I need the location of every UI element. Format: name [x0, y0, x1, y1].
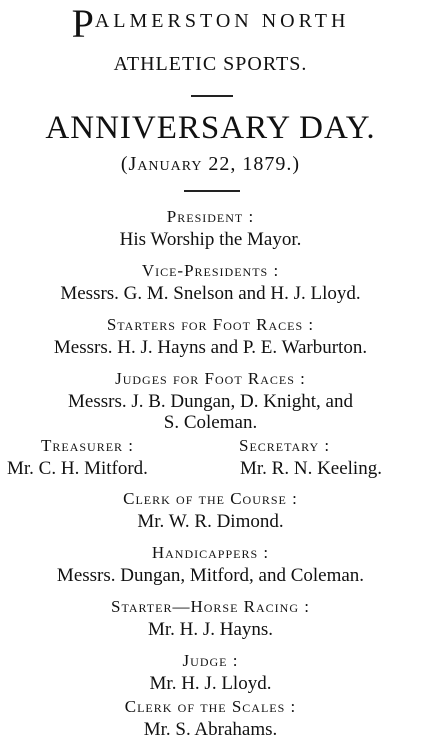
- handicappers-label: Handicappers :: [151, 543, 270, 562]
- starters-foot-label: Starters for Foot Races :: [106, 315, 315, 334]
- clerk-course-label: Clerk of the Course :: [123, 489, 298, 508]
- judges-foot-label: Judges for Foot Races :: [115, 369, 306, 388]
- title-rest: ALMERSTON NORTH: [94, 10, 350, 32]
- starters-foot-names: Messrs. H. J. Hayns and P. E. Warburton.: [53, 337, 368, 358]
- clerk-scales-label: Clerk of the Scales :: [124, 697, 297, 716]
- clerk-course-name: Mr. W. R. Dimond.: [137, 511, 284, 532]
- vice-presidents-label: Vice-Presidents :: [141, 261, 280, 280]
- judge-label: Judge :: [182, 651, 239, 670]
- event-heading: ANNIVERSARY DAY.: [45, 110, 376, 146]
- starter-horse-label: Starter—Horse Racing :: [111, 597, 310, 616]
- secretary-label: Secretary :: [239, 436, 331, 455]
- judge-name: Mr. H. J. Lloyd.: [149, 673, 272, 694]
- drop-initial: P: [71, 1, 94, 46]
- notice-title: [0, 1, 421, 46]
- event-date: (January 22, 1879.): [120, 153, 301, 175]
- handicappers-names: Messrs. Dungan, Mitford, and Coleman.: [56, 565, 365, 586]
- clerk-scales-name: Mr. S. Abrahams.: [143, 719, 278, 740]
- divider-rule: [191, 95, 233, 97]
- judges-foot-names-line2: S. Coleman.: [163, 412, 258, 433]
- divider-rule: [184, 190, 240, 192]
- notice-subtitle: ATHLETIC SPORTS.: [113, 53, 308, 75]
- starter-horse-name: Mr. H. J. Hayns.: [147, 619, 274, 640]
- judges-foot-names-line1: Messrs. J. B. Dungan, D. Knight, and: [68, 391, 353, 412]
- president-label: President :: [166, 207, 255, 226]
- vice-presidents-names: Messrs. G. M. Snelson and H. J. Lloyd.: [60, 283, 361, 304]
- secretary-name: Mr. R. N. Keeling.: [240, 458, 382, 479]
- president-name: His Worship the Mayor.: [119, 229, 302, 250]
- treasurer-name: Mr. C. H. Mitford.: [7, 458, 148, 479]
- treasurer-label: Treasurer :: [41, 436, 135, 455]
